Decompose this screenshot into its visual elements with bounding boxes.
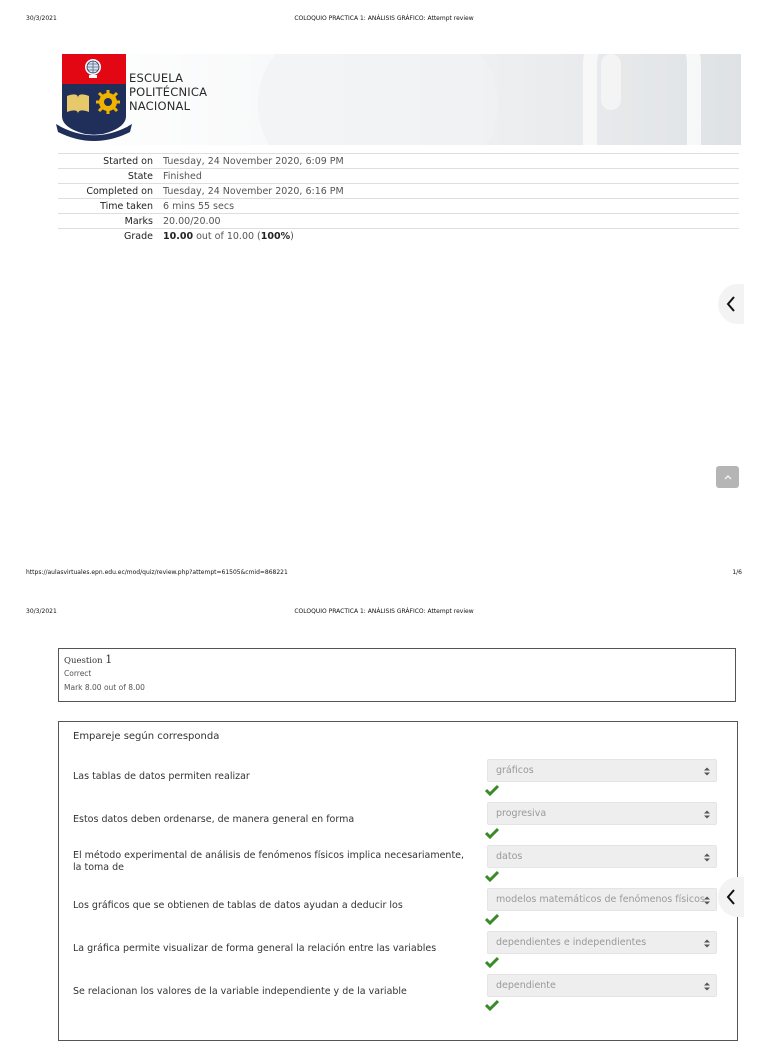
match-select-value: dependientes e independientes: [496, 937, 647, 948]
school-name-line-1: ESCUELA: [129, 71, 184, 85]
question-prompt: Empareje según corresponda: [73, 731, 220, 742]
check-icon: [485, 913, 499, 925]
sort-arrows-icon: [704, 932, 710, 954]
check-icon: [485, 956, 499, 968]
marks-value: 20.00/20.00: [163, 215, 221, 227]
match-select[interactable]: [487, 931, 717, 954]
started-value: Tuesday, 24 November 2020, 6:09 PM: [163, 155, 344, 167]
match-select[interactable]: [487, 802, 717, 825]
question-content-box: [58, 721, 738, 1041]
sort-arrows-icon: [704, 889, 710, 911]
print-date: 30/3/2021: [26, 608, 57, 615]
match-row-text: Los gráficos que se obtienen de tablas de datos ayudan a deducir los: [73, 900, 403, 911]
match-select-value: gráficos: [496, 765, 534, 776]
summary-row-time: [58, 199, 739, 214]
sort-arrows-icon: [704, 803, 710, 825]
match-select-value: dependiente: [496, 980, 556, 991]
grade-label: Grade: [124, 230, 153, 242]
question-number: [64, 653, 730, 666]
drawer-toggle-button[interactable]: [718, 284, 744, 324]
chevron-up-icon: [724, 474, 732, 480]
summary-row-completed: [58, 184, 739, 199]
question-number-value: 1: [105, 653, 113, 666]
epn-logo-icon[interactable]: [54, 54, 134, 145]
check-icon: [485, 784, 499, 796]
match-select-value: progresiva: [496, 808, 547, 819]
summary-row-started: [58, 154, 739, 169]
match-select-value: datos: [496, 851, 523, 862]
chevron-left-icon: [726, 296, 736, 312]
check-icon: [485, 999, 499, 1011]
state-value: Finished: [163, 170, 202, 182]
sort-arrows-icon: [704, 760, 710, 782]
question-label: Question: [64, 656, 103, 666]
time-value: 6 mins 55 secs: [163, 200, 235, 212]
back-to-top-button[interactable]: [716, 466, 739, 488]
match-select[interactable]: [487, 974, 717, 997]
school-name-line-3: NACIONAL: [129, 99, 191, 113]
summary-row-marks: [58, 214, 739, 229]
question-status: Correct: [64, 669, 92, 678]
print-date: 30/3/2021: [26, 15, 57, 22]
print-url: https://aulasvirtuales.epn.edu.ec/mod/quiz/review.php?attempt=61505&cmid=868221: [26, 569, 288, 576]
print-title: COLOQUIO PRACTICA 1: ANÁLISIS GRÁFICO: Attempt review: [294, 608, 474, 615]
match-row-text: El método experimental de análisis de fenómenos físicos implica necesariamente, la toma de: [73, 850, 465, 873]
match-row-text: Las tablas de datos permiten realizar: [73, 771, 250, 782]
grade-value: [158, 229, 739, 244]
print-title: COLOQUIO PRACTICA 1: ANÁLISIS GRÁFICO: Attempt review: [294, 15, 474, 22]
summary-row-state: [58, 169, 739, 184]
grade-score: 10.00: [163, 230, 194, 242]
match-row-text: Estos datos deben ordenarse, de manera general en forma: [73, 814, 355, 825]
summary-row-grade: [58, 229, 739, 244]
grade-close: ): [290, 230, 294, 242]
match-select[interactable]: [487, 759, 717, 782]
question-info-box: [58, 648, 736, 702]
match-row-text: La gráfica permite visualizar de forma general la relación entre las variables: [73, 943, 437, 954]
check-icon: [485, 827, 499, 839]
grade-percent: 100%: [260, 230, 291, 242]
grade-out-of: out of 10.00 (: [193, 230, 261, 242]
attempt-summary-table: [58, 153, 739, 244]
match-select-value: modelos matemáticos de fenómenos físicos: [496, 894, 705, 905]
match-select[interactable]: [487, 888, 717, 911]
marks-label: Marks: [124, 215, 153, 227]
sort-arrows-icon: [704, 975, 710, 997]
check-icon: [485, 870, 499, 882]
school-name-line-2: POLITÉCNICA: [129, 85, 208, 99]
match-select[interactable]: [487, 845, 717, 868]
question-mark: Mark 8.00 out of 8.00: [64, 683, 145, 692]
match-row-text: Se relacionan los valores de la variable independiente y de la variable: [73, 986, 407, 997]
sort-arrows-icon: [704, 846, 710, 868]
time-label: Time taken: [100, 200, 153, 212]
completed-label: Completed on: [86, 185, 153, 197]
print-page-number: 1/6: [732, 569, 742, 576]
chevron-left-icon: [726, 889, 736, 905]
school-name: [129, 71, 207, 113]
started-label: Started on: [103, 155, 153, 167]
completed-value: Tuesday, 24 November 2020, 6:16 PM: [163, 185, 344, 197]
state-label: State: [127, 170, 153, 182]
